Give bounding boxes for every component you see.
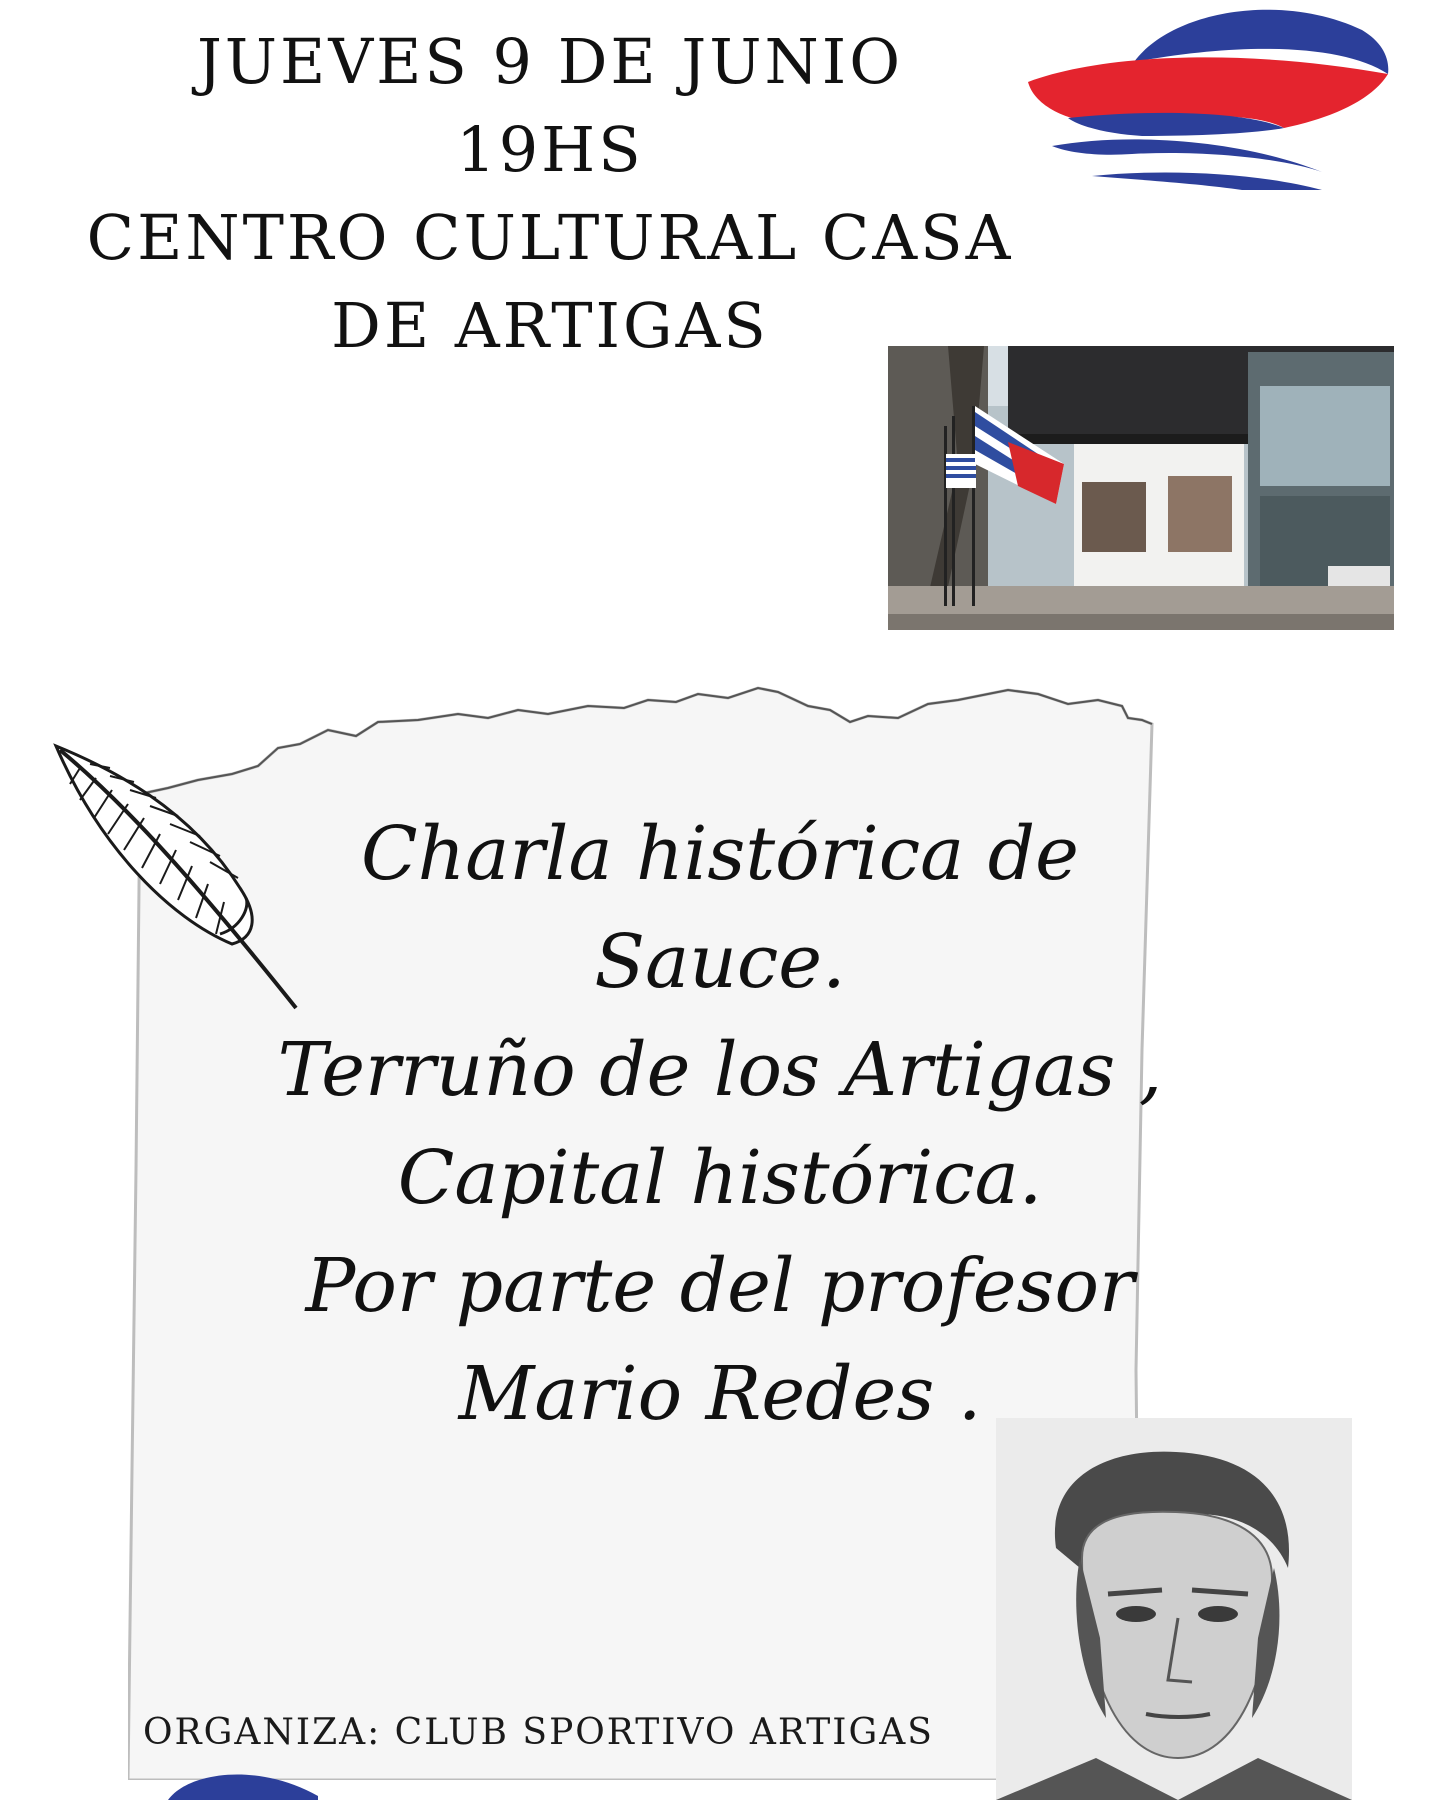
event-venue-line1: CENTRO CULTURAL CASA <box>86 201 1014 274</box>
lecture-line-6: Mario Redes . <box>458 1351 982 1437</box>
lecture-line-2: Sauce. <box>594 919 846 1005</box>
club-logo-icon <box>1022 0 1394 190</box>
event-date: JUEVES 9 DE JUNIO <box>196 25 904 98</box>
club-logo-partial-icon <box>168 1766 318 1800</box>
event-time: 19HS <box>456 113 644 186</box>
lecture-line-4: Capital histórica. <box>397 1135 1043 1221</box>
building-photo <box>888 346 1394 630</box>
portrait-illustration <box>996 1418 1352 1800</box>
lecture-line-1: Charla histórica de <box>361 811 1079 897</box>
event-header <box>20 18 1080 370</box>
event-venue-line2: DE ARTIGAS <box>331 289 769 362</box>
lecture-text <box>240 800 1200 1448</box>
lecture-line-3: Terruño de los Artigas , <box>277 1027 1163 1113</box>
organizer-credit: ORGANIZA: CLUB SPORTIVO ARTIGAS <box>143 1712 934 1753</box>
lecture-line-5: Por parte del profesor <box>305 1243 1135 1329</box>
